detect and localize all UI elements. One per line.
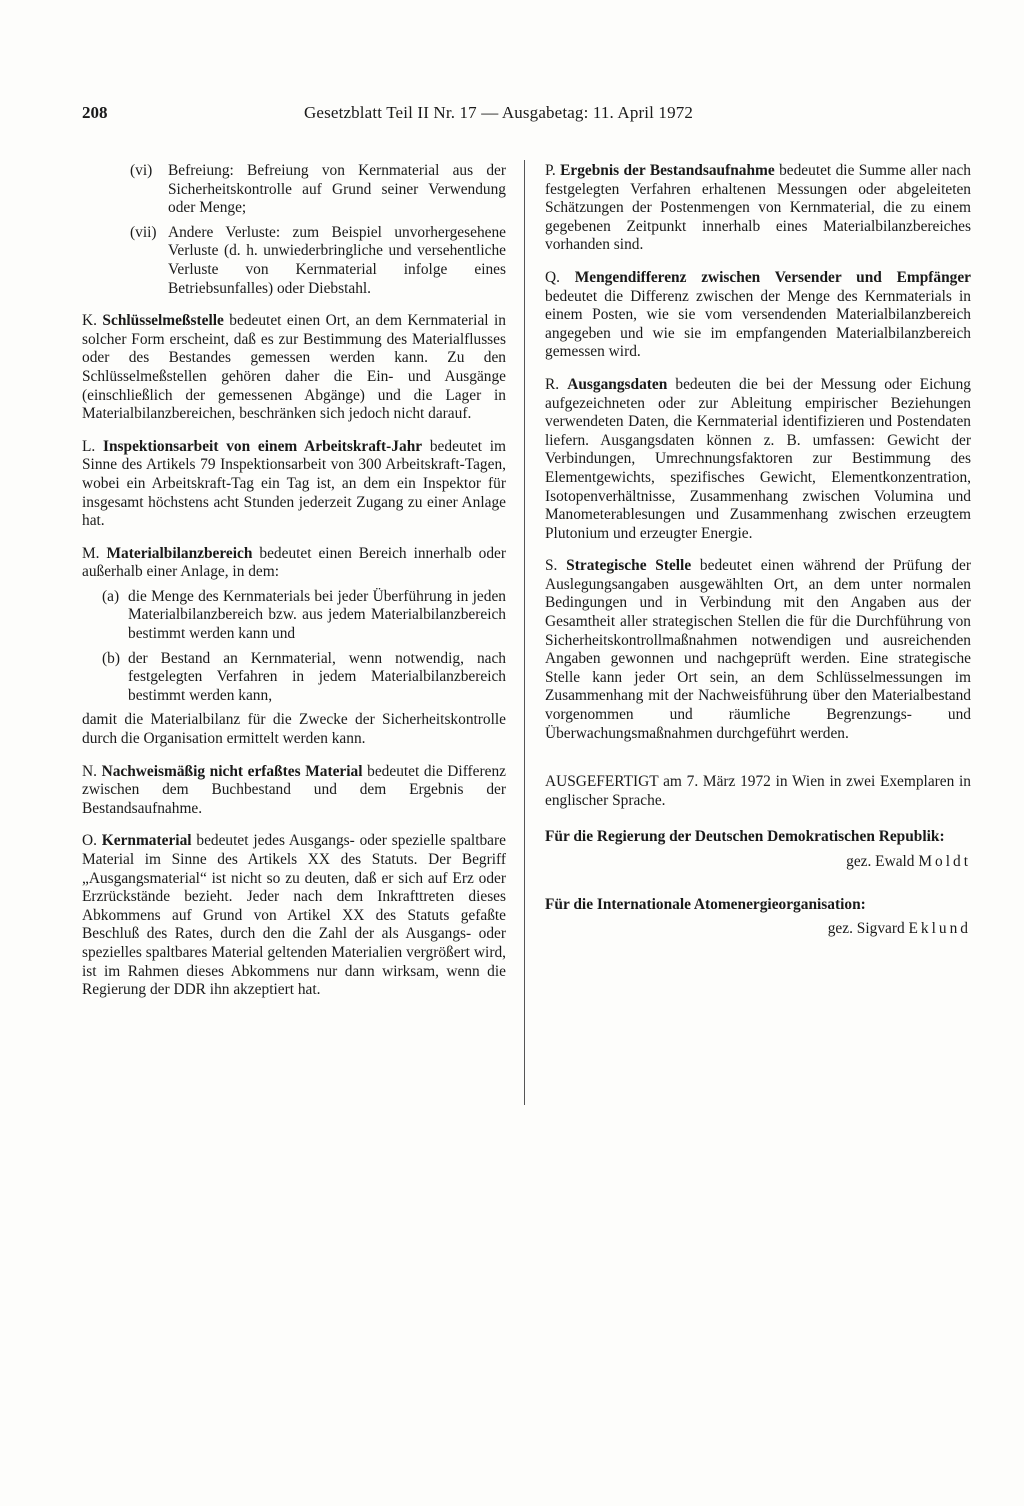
item-text: Befreiung: Befreiung von Kernmaterial aus der Sicherheitskontrolle auf Grund seiner Verwendung oder Menge; — [168, 162, 506, 217]
definition-term: Ergebnis der Bestandsaufnahme — [560, 162, 775, 179]
definition-term: Materialbilanzbereich — [106, 544, 253, 562]
item-label: (a) — [102, 587, 120, 605]
party-ddr: Für die Regierung der Deutschen Demokratischen Republik: — [545, 828, 945, 846]
item-b — [82, 650, 506, 706]
signer-ddr: gez. Ewald Moldt — [846, 853, 971, 870]
definition-l: L. Inspektionsarbeit von einem Arbeitskraft-Jahr bedeutet im Sinne des Artikels 79 Inspektionsarbeit von 300 Arbeitskraft-Tagen, wobei ein Arbeitskraft-Tag ein Tag ist, an dem ein Inspektor für insgesamt höchstens acht Stunden jederzeit Zugang zu einer Anlage hat. — [82, 437, 506, 530]
definition-m-end: damit die Materialbilanz für die Zwecke der Sicherheitskontrolle durch die Organisation ermittelt werden kann. — [82, 711, 506, 748]
definition-term: Schlüsselmeßstelle — [102, 312, 224, 330]
definition-term: Nachweismäßig nicht erfaßtes Material — [101, 762, 363, 780]
definition-term: Kernmaterial — [101, 832, 192, 850]
definition-q: Q. Mengendifferenz zwischen Versender und Empfänger bedeutet die Differenz zwischen der Menge des Kernmaterials in einem Posten, wie sie vom versendenden Materialbilanzbereich angegeben und wie sie im empfangenden Materialbilanzbereich gemessen wird. — [545, 268, 971, 361]
definition-s: S. Strategische Stelle bedeutet einen während der Prüfung der Auslegungsangaben ausgewählten Ort, an dem unter normalen Bedingungen und in Verbindung mit den Angaben aus der Gesamtheit aller strategischen Stellen die für die Durchführung von Sicherheitskontrollmaßnahmen notwendigen und ausreichenden Angaben gewonnen und nachgeprüft werden. Eine strategische Stelle kann jeder Ort sein, an dem Schlüsselmessungen im Zusammenhang mit der Nachweisführung über den Materialbestand vorgenommen und räumliche Begrenzungs- und Überwachungsmaßnahmen durchgeführt werden. — [545, 557, 971, 742]
definition-n: N. Nachweismäßig nicht erfaßtes Material bedeutet die Differenz zwischen dem Buchbestand und dem Ergebnis der Bestandsaufnahme. — [82, 762, 506, 817]
definition-p: P. Ergebnis der Bestandsaufnahme bedeutet die Summe aller nach festgelegten Verfahren erhaltenen Messungen oder abgeleiteten Schätzungen der Postenmengen von Kernmaterial, die zu einem gegebenen Zeitpunkt innerhalb eines Materialbilanzbereiches vorhanden sind. — [545, 162, 971, 254]
item-vi — [82, 162, 506, 218]
item-label: (vi) — [130, 162, 153, 179]
item-text: der Bestand an Kernmaterial, wenn notwendig, nach festgelegten Verfahren in jedem Materialbilanzbereich bestimmt werden kann, — [128, 649, 506, 704]
item-label: (b) — [102, 649, 120, 667]
page-header — [82, 104, 934, 128]
definition-term: Ausgangsdaten — [567, 375, 668, 393]
definition-k: K. Schlüsselmeßstelle bedeutet einen Ort, an dem Kernmaterial in solcher Form erscheint, daß es zur Bestimmung des Materialflusses oder des Bestandes gemessen werden kann. Zu den Schlüsselmeßstellen gehören daher die Ein- und Ausgänge (einschließlich der gemessenen Abgänge) und die Lager in Materialbilanzbereichen, beschränken sich jedoch nicht darauf. — [82, 312, 506, 423]
signer-iaea: gez. Sigvard Eklund — [827, 920, 971, 938]
item-label: (vii) — [130, 223, 157, 241]
item-vii — [82, 224, 506, 298]
done-clause: AUSGEFERTIGT am 7. März 1972 in Wien in zwei Exemplaren in englischer Sprache. — [545, 773, 971, 809]
left-column — [82, 162, 506, 1014]
definition-o: O. Kernmaterial bedeutet jedes Ausgangs- oder spezielle spaltbare Material im Sinne des Artikels XX des Statuts. Der Begriff „Ausgangsmaterial“ ist nicht so zu deuten, daß er sich auf Erz oder Erzrückstände bezieht. Jeder nach dem Inkrafttreten dieses Abkommens auf Grund von Artikel XX des Statuts gefaßte Beschluß des Rates, durch den die Zahl der als Ausgangs- oder spezielles spaltbares Material geltenden Materialien vergrößert wird, ist im Rahmen dieses Abkommens nur dann wirksam, wenn die Regierung der DDR ihn akzeptiert hat. — [82, 832, 506, 999]
column-divider — [524, 160, 525, 1105]
party-iaea: Für die Internationale Atomenergieorganisation: — [545, 895, 866, 913]
definition-term: Strategische Stelle — [566, 557, 692, 575]
definition-term: Mengendifferenz zwischen Versender und Empfänger — [574, 268, 971, 286]
item-text: die Menge des Kernmaterials bei jeder Überführung in jeden Materialbilanzbereich bzw. aus jedem Materialbilanzbereich bestimmt werden kann und — [128, 587, 506, 643]
running-title: Gesetzblatt Teil II Nr. 17 — Ausgabetag: 11. April 1972 — [304, 103, 694, 122]
definition-term: Inspektionsarbeit von einem Arbeitskraft-Jahr — [103, 437, 423, 455]
definition-r: R. Ausgangsdaten bedeuten die bei der Messung oder Eichung aufgezeichneten oder zur Ableitung empirischer Beziehungen verwendeten Daten, die Kernmaterial identifizieren und Postendaten liefern. Ausgangsdaten können z. B. umfassen: Gewicht der Verbindungen, Umrechnungsfaktoren zur Bestimmung des Elementgewichts, spezifisches Gewicht, Elementkonzentration, Isotopenverhältnisse, Zusammenhang zwischen Volumina und Manometerablesungen und Zusammenhang zwischen erzeugtem Plutonium und erzeugter Energie. — [545, 375, 971, 542]
page-number: 208 — [82, 103, 108, 122]
item-a — [82, 588, 506, 644]
right-column — [545, 162, 971, 947]
definition-m: M. Materialbilanzbereich bedeutet einen Bereich innerhalb oder außerhalb einer Anlage, in dem: — [82, 544, 506, 581]
item-text: Andere Verluste: zum Beispiel unvorhergesehene Verluste (d. h. unwiederbringliche und versehentliche Verluste von Kernmaterial infolge eines Betriebsunfalles) oder Diebstahl. — [168, 223, 506, 297]
signature-block — [545, 773, 971, 939]
